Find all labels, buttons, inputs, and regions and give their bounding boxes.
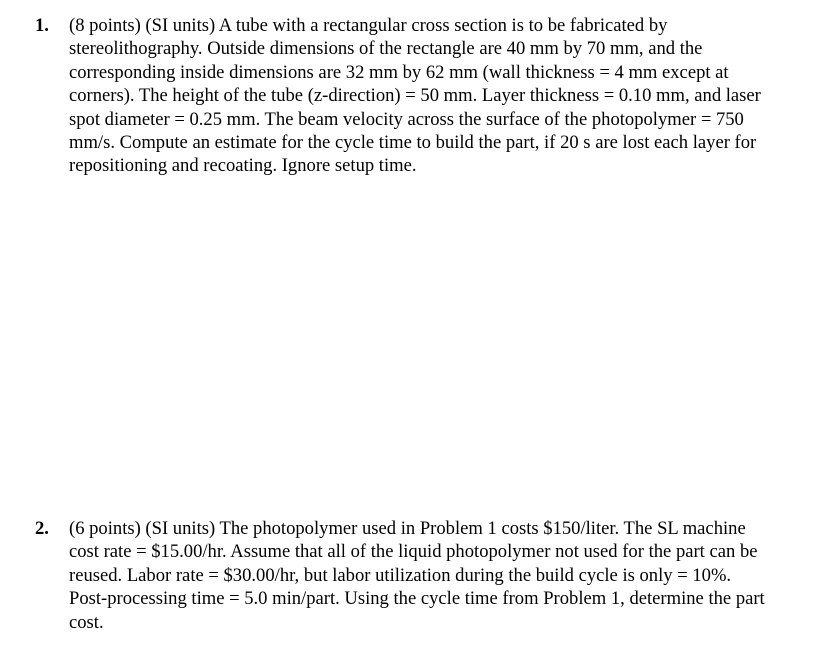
problem-2-line: cost rate = $15.00/hr. Assume that all of the liquid photopolymer not used for the part can be (69, 541, 758, 563)
problem-1-text (69, 14, 825, 178)
problem-1-line: corners). The height of the tube (z-direction) = 50 mm. Layer thickness = 0.10 mm, and laser (69, 85, 761, 107)
problem-2-line: Post-processing time = 5.0 min/part. Using the cycle time from Problem 1, determine the part (69, 588, 765, 610)
problem-2-line: cost. (69, 611, 104, 633)
problem-1-line: mm/s. Compute an estimate for the cycle time to build the part, if 20 s are lost each layer for (69, 132, 757, 154)
problem-2 (35, 517, 825, 634)
problem-1-line: stereolithography. Outside dimensions of the rectangle are 40 mm by 70 mm, and the (69, 38, 703, 60)
problem-2-line: reused. Labor rate = $30.00/hr, but labor utilization during the build cycle is only = 10%. (69, 564, 732, 586)
problem-1-line: repositioning and recoating. Ignore setup time. (69, 155, 417, 177)
problem-2-number: 2. (35, 518, 49, 539)
problem-2-text (69, 517, 825, 634)
problem-1-line: (8 points) (SI units) A tube with a rectangular cross section is to be fabricated by (69, 15, 668, 36)
problem-1-number: 1. (35, 15, 49, 36)
problem-2-line: (6 points) (SI units) The photopolymer used in Problem 1 costs $150/liter. The SL machine (69, 518, 746, 539)
problem-1-line: spot diameter = 0.25 mm. The beam velocity across the surface of the photopolymer = 750 (69, 108, 744, 130)
problem-1-line: corresponding inside dimensions are 32 mm by 62 mm (wall thickness = 4 mm except at (69, 61, 729, 83)
problem-1 (35, 14, 825, 178)
